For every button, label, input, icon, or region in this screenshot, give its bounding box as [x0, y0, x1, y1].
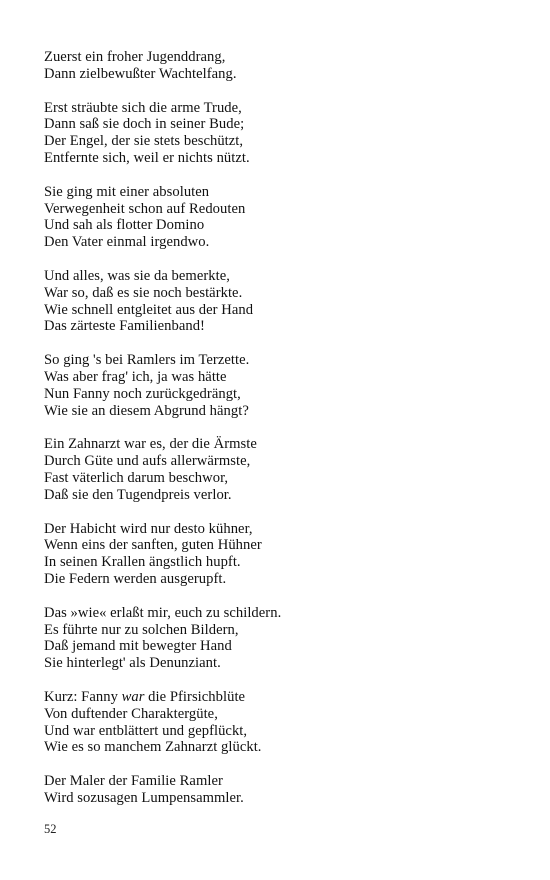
poem-line: Es führte nur zu solchen Bildern, [44, 621, 239, 638]
stanza-7 [44, 521, 514, 588]
poem-line: Die Federn werden ausgerupft. [44, 570, 227, 587]
poem-line: War so, daß es sie noch bestärkte. [44, 284, 243, 301]
poem-line: Wenn eins der sanften, guten Hühner [44, 537, 262, 554]
poem-line: Der Engel, der sie stets beschützt, [44, 133, 244, 150]
stanza-6 [44, 436, 514, 503]
poem-line: Dann saß sie doch in seiner Bude; [44, 116, 245, 133]
stanza-4 [44, 268, 514, 335]
stanza-2 [44, 100, 514, 167]
poem-line: So ging 's bei Ramlers im Terzette. [44, 352, 250, 369]
stanza-9 [44, 689, 514, 756]
poem-line: Ein Zahnarzt war es, der die Ärmste [44, 436, 257, 453]
poem-line: Daß sie den Tugendpreis verlor. [44, 486, 232, 503]
poem-text-block [44, 49, 514, 824]
poem-line: Zuerst ein froher Jugenddrang, [44, 49, 226, 65]
poem-line: Den Vater einmal irgendwo. [44, 234, 210, 251]
stanza-3 [44, 184, 514, 251]
poem-line: Sie ging mit einer absoluten [44, 183, 210, 200]
poem-line [44, 689, 514, 706]
poem-line: Und alles, was sie da bemerkte, [44, 267, 230, 284]
poem-line-text-before: Kurz: Fanny [44, 688, 122, 705]
stanza-5 [44, 352, 514, 419]
poem-line: Nun Fanny noch zurückgedrängt, [44, 385, 241, 402]
poem-line: Wird sozusagen Lumpensammler. [44, 789, 244, 806]
page-number: 52 [44, 822, 57, 836]
poem-line: Durch Güte und aufs allerwärmste, [44, 453, 251, 470]
stanza-1 [44, 49, 514, 83]
poem-line: Entfernte sich, weil er nichts nützt. [44, 149, 250, 166]
poem-line: Dann zielbewußter Wachtelfang. [44, 65, 237, 82]
poem-line: Sie hinterlegt' als Denunziant. [44, 655, 221, 672]
poem-line: Daß jemand mit bewegter Hand [44, 638, 232, 655]
poem-line: Und sah als flotter Domino [44, 217, 205, 234]
poem-line: Das »wie« erlaßt mir, euch zu schildern. [44, 604, 282, 621]
stanza-10 [44, 773, 514, 807]
poem-line: Wie sie an diesem Abgrund hängt? [44, 402, 249, 419]
poem-line: Fast väterlich darum beschwor, [44, 469, 229, 486]
poem-line: Was aber frag' ich, ja was hätte [44, 368, 227, 385]
poem-line: Der Habicht wird nur desto kühner, [44, 520, 253, 537]
poem-line: Der Maler der Familie Ramler [44, 773, 223, 790]
poem-line: Erst sträubte sich die arme Trude, [44, 99, 242, 116]
stanza-8 [44, 605, 514, 672]
poem-line: Und war entblättert und gepflückt, [44, 722, 248, 739]
poem-line: Verwegenheit schon auf Redouten [44, 200, 246, 217]
poem-line: Wie es so manchem Zahnarzt glückt. [44, 739, 262, 756]
poem-line-text-after: die Pfirsichblüte [144, 688, 246, 705]
emphasized-word: war [121, 688, 145, 705]
poem-line: Das zärteste Familienband! [44, 318, 205, 335]
poem-line: Von duftender Charaktergüte, [44, 705, 218, 722]
poem-line: In seinen Krallen ängstlich hupft. [44, 554, 241, 571]
poem-line: Wie schnell entgleitet aus der Hand [44, 301, 254, 318]
